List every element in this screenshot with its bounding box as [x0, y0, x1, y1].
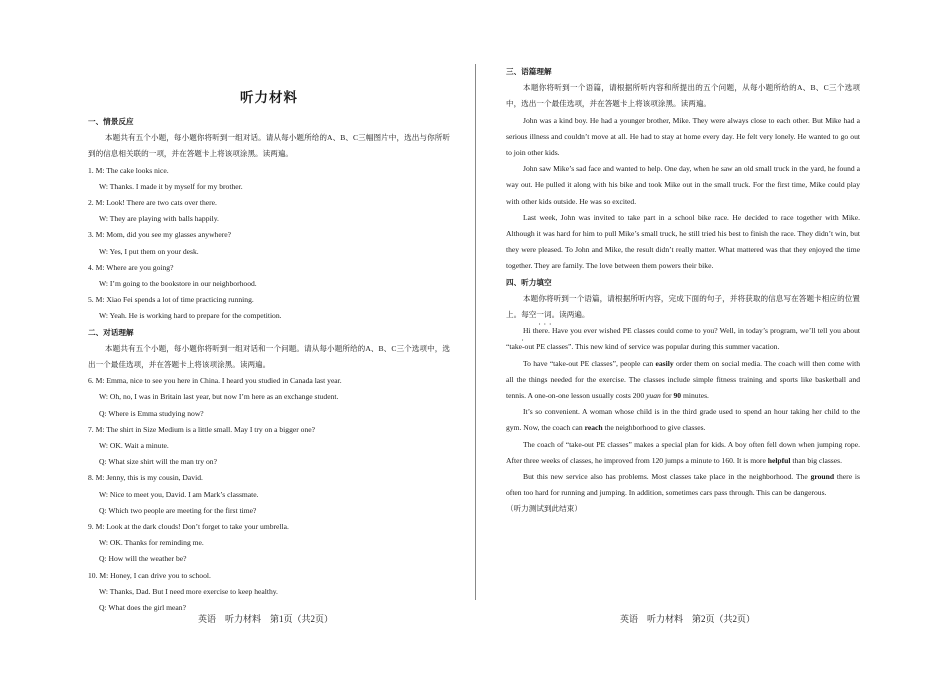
end-note: （听力测试到此结束） [506, 504, 582, 514]
dialogue-line: W: They are playing with balls happily. [99, 214, 219, 224]
question-line: Q: What does the girl mean? [99, 603, 186, 613]
page-title: 听力材料 [240, 90, 298, 105]
answer-word: reach [584, 423, 603, 433]
dialogue-line: W: I’m going to the bookstore in our neighborhood. [99, 279, 257, 289]
page-footer-right: 英语 听力材料 第2页（共2页） [620, 614, 756, 624]
dialogue-line: W: Nice to meet you, David. I am Mark’s classmate. [99, 489, 259, 499]
answer-word: ground [810, 472, 835, 482]
passage-paragraph: To have “take-out PE classes”, people can easily order them on social media. The coach will then come with all the things needed for the exercise. The classes include simple fitness training and sports like basketball and tennis. A one-on-one lesson usually costs 200 yuan for 90 minutes. [506, 358, 860, 401]
section-3-heading: 三、语篇理解 [506, 67, 552, 76]
passage-paragraph: It’s so convenient. A woman whose child is in the third grade used to spend an hour taking her child to the gym. Now, the coach can reach the neighborhood to give classes. [506, 407, 860, 433]
dialogue-line: 10. M: Honey, I can drive you to school. [88, 570, 211, 580]
section-3-instructions: 本题你将听到一个语篇，请根据所听内容和所提出的五个问题，从每小题所给的A、B、C三个选项中，选出一个最佳选项，并在答题卡上将该项涂黑。读两遍。 [506, 83, 860, 109]
dialogue-line: 7. M: The shirt in Size Medium is a little small. May I try on a bigger one? [88, 424, 316, 434]
question-line: Q: Where is Emma studying now? [99, 408, 204, 418]
passage-paragraph: Last week, John was invited to take part in a school bike race. He decided to race together with Mike. Although it was hard for him to pull Mike’s small truck, he still tried his best to finish the race. They didn’t win, but they were pleased. To John and Mike, the result didn’t really matter. What mattered was that they enjoyed the time together. They are family. The love between them powers their bike. [506, 212, 860, 271]
answer-word: easily [655, 358, 674, 368]
passage-paragraph: John was a kind boy. He had a younger brother, Mike. They were always close to each other. But Mike had a serious illness and couldn’t move at all. He had to stay at home every day. He felt very lonely. He wanted to go out to join other kids. [506, 115, 860, 158]
section-4-heading: 四、听力填空 [506, 277, 552, 287]
dialogue-line: 5. M: Xiao Fei spends a lot of time practicing running. [88, 295, 254, 305]
dialogue-line: W: Yeah. He is working hard to prepare for the competition. [99, 311, 282, 321]
question-line: Q: Which two people are meeting for the first time? [99, 505, 257, 515]
page-footer-left: 英语 听力材料 第1页（共2页） [198, 614, 334, 624]
dialogue-line: W: Oh, no, I was in Britain last year, but now I’m here as an exchange student. [99, 392, 339, 402]
answer-word: helpful [767, 455, 791, 465]
dialogue-line: 1. M: The cake looks nice. [88, 165, 169, 175]
dialogue-line: 8. M: Jenny, this is my cousin, David. [88, 473, 203, 483]
dialogue-line: 2. M: Look! There are two cats over there. [88, 198, 217, 208]
section-1-instructions: 本题共有五个小题，每小题你将听到一组对话。请从每小题所给的A、B、C三幅图片中，选出与你所听到的信息相关联的一项，并在答题卡上将该项涂黑。读两遍。 [88, 133, 450, 159]
left-column [88, 64, 450, 616]
dialogue-line: 6. M: Emma, nice to see you here in China. I heard you studied in Canada last year. [88, 376, 342, 386]
section-2-instructions: 本题共有五个小题，每小题你将听到一组对话和一个问题。请从每小题所给的A、B、C三个选项中，选出一个最佳选项，并在答题卡上将该项涂黑。读两遍。 [88, 343, 450, 370]
section-2-heading: 二、对话理解 [88, 327, 134, 337]
dialogue-line: 9. M: Look at the dark clouds! Don’t forget to take your umbrella. [88, 522, 289, 532]
question-line: Q: What size shirt will the man try on? [99, 457, 217, 467]
emphasis-dotted-text: 每空一词 · · [521, 310, 551, 319]
passage-paragraph: But this new service also has problems. Most classes take place in the neighborhood. The ground there is often too hard for running and jumping. In addition, sometimes cars pass through. This can be dangerous. [506, 472, 860, 498]
dialogue-line: W: OK. Wait a minute. [99, 441, 169, 451]
dialogue-line: W: Thanks, Dad. But I need more exercise to keep healthy. [99, 586, 278, 596]
right-column [506, 64, 860, 518]
column-divider [475, 64, 476, 600]
question-line: Q: How will the weather be? [99, 554, 187, 564]
passage-paragraph: John saw Mike’s sad face and wanted to help. One day, when he saw an old small truck in the yard, he found a way out. He pulled it along with his bike and took Mike out in the small truck. For the first time, Mike could play with other kids outside. He was so excited. [506, 164, 860, 206]
dialogue-line: 4. M: Where are you going? [88, 262, 174, 272]
dialogue-line: W: OK. Thanks for reminding me. [99, 538, 204, 548]
section-1-heading: 一、情景反应 [88, 117, 134, 126]
answer-word: 90 [673, 391, 682, 401]
section-4-instructions: 本题你将听到一个语篇，请根据所听内容，完成下面的句子，并将获取的信息写在答题卡相应的位置上。每空一词 · · 。读两遍。 [506, 291, 860, 323]
dialogue-line: 3. M: Mom, did you see my glasses anywhere? [88, 230, 231, 240]
passage-paragraph: The coach of “take-out PE classes” makes a special plan for kids. A boy often fell down when jumping rope. After three weeks of classes, he improved from 120 jumps a minute to 160. It is more helpful than big classes. [506, 439, 860, 465]
dialogue-line: W: Yes, I put them on your desk. [99, 246, 199, 256]
passage-paragraph: Hi there. Have you ever wished PE classes could come to you? Well, in today’s program, we’ll tell you about “take-out PE classes”. This new kind of service was popular during this summer vacation. [506, 326, 860, 352]
dialogue-line: W: Thanks. I made it by myself for my brother. [99, 181, 243, 191]
